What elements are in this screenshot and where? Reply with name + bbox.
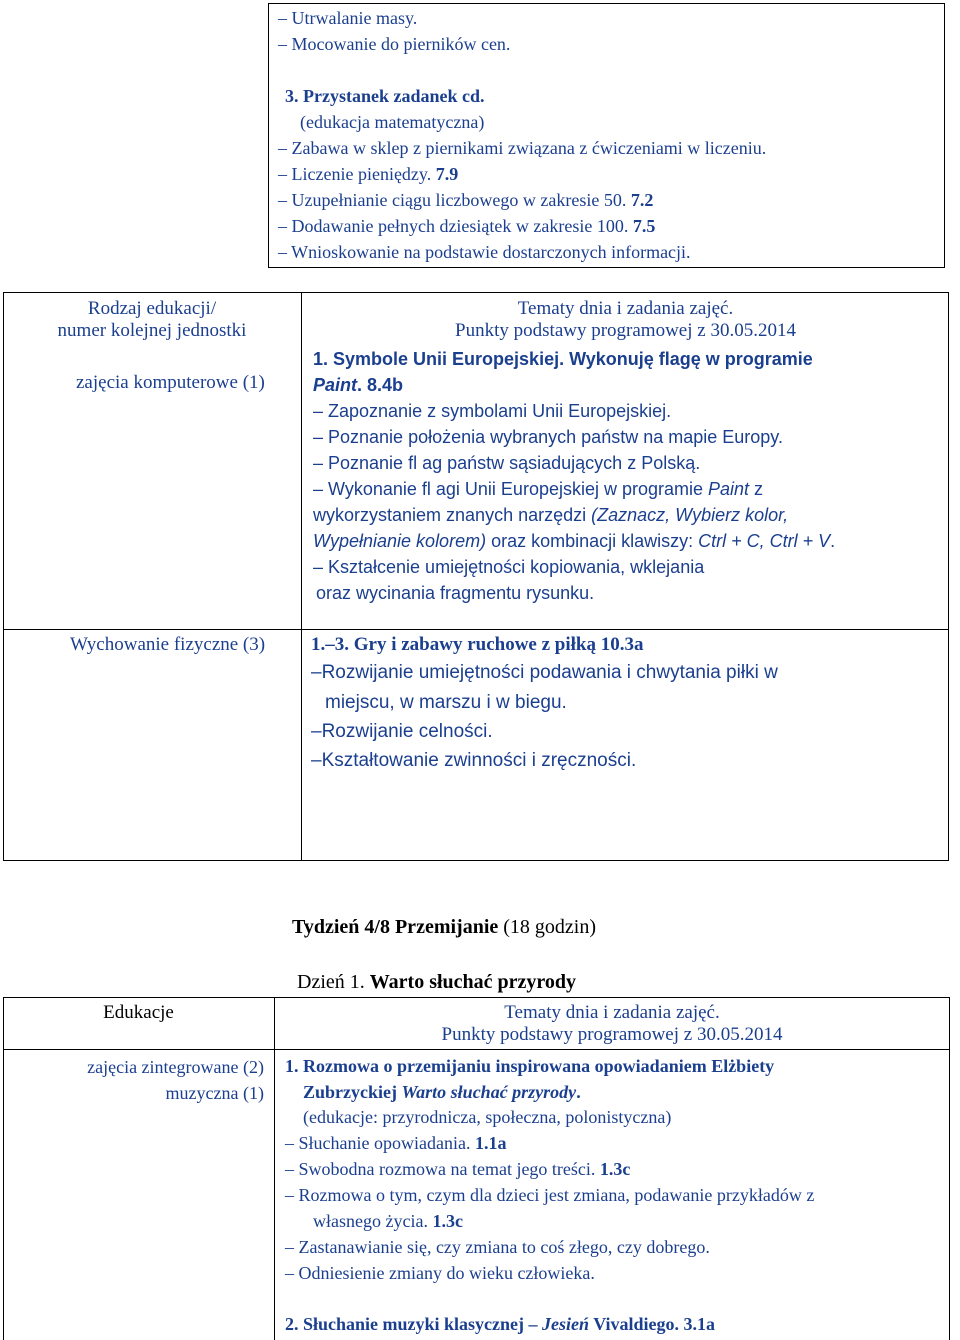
t2-line-2: [303, 1082, 581, 1103]
table2-top-border: [3, 997, 950, 998]
top-line-7-code: 7.2: [630, 190, 654, 210]
t2-line-7-a: własnego życia.: [313, 1211, 433, 1231]
top-line-8-code: 7.5: [632, 216, 656, 236]
table1-left-header: [3, 298, 301, 342]
comp-line-7: [313, 505, 788, 526]
table1-right-header-1: Tematy dnia i zadania zajęć.: [517, 298, 734, 319]
table1-right-header-2: Punkty podstawy programowej z 30.05.2014: [455, 320, 796, 341]
top-line-7: [278, 190, 653, 211]
t2-line-3: (edukacje: przyrodnicza, społeczna, polonistyczna): [303, 1107, 672, 1127]
t2-line-5-b: 1.3c: [599, 1159, 631, 1179]
top-line-3: 3. Przystanek zadanek cd.: [285, 86, 485, 106]
table1-row-divider: [3, 629, 949, 630]
t2-line-2-c: .: [576, 1082, 581, 1102]
comp-line-6-a: – Wykonanie fl agi Unii Europejskiej w programie: [313, 479, 709, 499]
top-line-5: – Zabawa w sklep z piernikami związana z ćwiczeniami w liczeniu.: [278, 138, 767, 158]
comp-line-8-d: .: [830, 531, 836, 551]
t2-line-4-b: 1.1a: [474, 1133, 507, 1153]
comp-line-4: – Poznanie położenia wybranych państw na mapie Europy.: [313, 427, 783, 447]
t2-line-5: [285, 1159, 630, 1180]
top-line-6-text: – Liczenie pieniędzy.: [278, 164, 432, 184]
week-title-bold: Tydzień 4/8 Przemijanie: [292, 916, 499, 938]
table2-left-row1: zajęcia zintegrowane (2): [87, 1057, 264, 1077]
comp-line-7-a: wykorzystaniem znanych narzędzi: [313, 505, 592, 525]
t2-line-4: [285, 1133, 506, 1154]
top-line-6: [278, 164, 458, 185]
day-title: [297, 971, 576, 994]
comp-line-1: 1. Symbole Unii Europejskiej. Wykonuję flagę w programie: [313, 349, 813, 369]
table1-col-divider-2: [301, 629, 302, 861]
table1-left-header-2: numer kolejnej jednostki: [57, 320, 247, 341]
table2-right-header-2: Punkty podstawy programowej z 30.05.2014: [441, 1024, 783, 1045]
week-title-hours: (18 godzin): [498, 916, 597, 938]
table2-left-cells: [3, 1054, 264, 1106]
t2-line-2-b: Warto słuchać przyrody: [401, 1082, 577, 1102]
pe-line-2: –Rozwijanie umiejętności podawania i chwytania piłki w: [311, 662, 778, 683]
table2-right-header: [275, 1002, 949, 1046]
week-title: [292, 916, 596, 939]
t2-line-8: – Zastanawianie się, czy zmiana to coś złego, czy dobrego.: [285, 1237, 710, 1257]
pe-line-3: miejscu, w marszu i w biegu.: [325, 692, 567, 713]
day-title-text: Warto słuchać przyrody: [369, 971, 577, 993]
top-line-2: – Mocowanie do pierników cen.: [278, 34, 511, 54]
table1-left-row1: zajęcia komputerowe (1): [76, 372, 265, 393]
t2-line-10-b: Jesień: [542, 1314, 590, 1334]
table2-right-header-1: Tematy dnia i zadania zajęć.: [504, 1002, 720, 1023]
table2-header-divider: [3, 1049, 950, 1050]
t2-line-9: – Odniesienie zmiany do wieku człowieka.: [285, 1263, 595, 1283]
day-prefix: Dzień 1.: [297, 971, 370, 993]
table1-right-header: [302, 298, 949, 342]
t2-line-2-a: Zubrzyckiej: [303, 1082, 402, 1102]
top-line-4: (edukacja matematyczna): [300, 112, 485, 132]
pe-label: Wychowanie fizyczne (3): [70, 634, 266, 655]
comp-line-10: oraz wycinania fragmentu rysunku.: [316, 583, 595, 603]
table1-left-header-1: Rodzaj edukacji/: [87, 298, 217, 319]
comp-line-2: [313, 375, 403, 396]
comp-line-7-b: (Zaznacz, Wybierz kolor,: [591, 505, 789, 525]
t2-line-7-b: 1.3c: [432, 1211, 463, 1231]
t2-line-10-a: 2. Słuchanie muzyki klasycznej –: [285, 1314, 543, 1334]
t2-line-10-c: Vivaldiego. 3.1a: [589, 1314, 716, 1334]
top-line-9: – Wnioskowanie na podstawie dostarczonych informacji.: [278, 242, 691, 262]
pe-line-4: –Rozwijanie celności.: [311, 721, 493, 742]
comp-line-6: [313, 479, 763, 500]
pe-line-5: –Kształtowanie zwinności i zręczności.: [311, 750, 637, 771]
top-line-1: – Utrwalanie masy.: [278, 8, 418, 28]
comp-line-2-paint: Paint: [313, 375, 358, 395]
comp-line-8: [313, 531, 835, 552]
t2-line-6: – Rozmowa o tym, czym dla dzieci jest zmiana, podawanie przykładów z: [285, 1185, 815, 1205]
comp-line-6-c: z: [749, 479, 764, 499]
t2-line-4-a: – Słuchanie opowiadania.: [285, 1133, 475, 1153]
comp-line-8-a: Wypełnianie kolorem): [313, 531, 487, 551]
comp-line-6-b: Paint: [708, 479, 750, 499]
table2-left-row2: muzyczna (1): [165, 1083, 264, 1103]
comp-line-8-b: oraz kombinacji klawiszy:: [486, 531, 699, 551]
t2-line-7: [313, 1211, 463, 1232]
table2-left-header: Edukacje: [103, 1002, 174, 1023]
comp-line-5: – Poznanie fl ag państw sąsiadujących z Polską.: [313, 453, 701, 473]
t2-line-1: 1. Rozmowa o przemijaniu inspirowana opowiadaniem Elżbiety: [285, 1056, 775, 1076]
comp-line-9: – Kształcenie umiejętności kopiowania, wklejania: [313, 557, 705, 577]
t2-line-5-a: – Swobodna rozmowa na temat jego treści.: [285, 1159, 600, 1179]
top-line-8-text: – Dodawanie pełnych dziesiątek w zakresie 100.: [278, 216, 629, 236]
top-line-7-text: – Uzupełnianie ciągu liczbowego w zakresie 50.: [278, 190, 627, 210]
t2-line-10: [285, 1314, 715, 1335]
top-line-6-code: 7.9: [435, 164, 459, 184]
comp-line-8-c: Ctrl + C, Ctrl + V: [698, 531, 831, 551]
comp-line-3: – Zapoznanie z symbolami Unii Europejskiej.: [313, 401, 672, 421]
pe-line-1: 1.–3. Gry i zabawy ruchowe z piłką 10.3a: [311, 634, 644, 655]
table1-col-divider: [301, 292, 302, 630]
comp-line-2-code: . 8.4b: [357, 375, 404, 395]
top-line-8: [278, 216, 655, 237]
